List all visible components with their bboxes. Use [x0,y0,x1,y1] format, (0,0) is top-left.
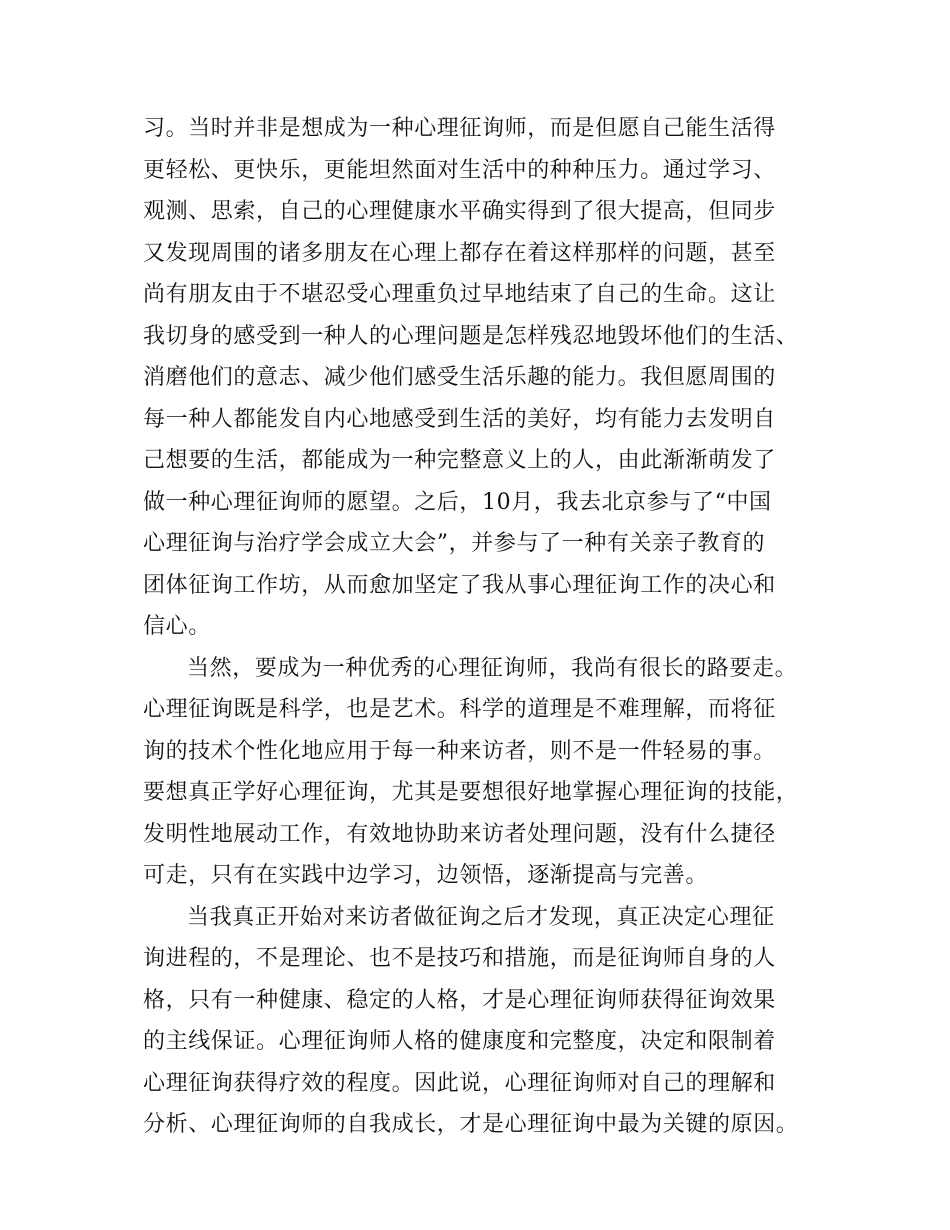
text-line: 消磨他们的意志、减少他们感受生活乐趣的能力。我但愿周围的 [143,365,776,390]
text-line: 的主线保证。心理征询师人格的健康度和完整度，决定和限制着 [143,1029,776,1054]
text-line: 发明性地展动工作，有效地协助来访者处理问题，没有什么捷径 [143,821,776,847]
text-line: 心理征询既是科学，也是艺术。科学的道理是不难理解，而将征 [143,697,776,722]
text-line: 又发现周围的诸多朋友在心理上都存在着这样那样的问题，甚至 [143,240,776,266]
body-text [143,108,808,1146]
text-line: 可走，只有在实践中边学习，边领悟，逐渐提高与完善。 [143,863,709,888]
text-line: 己想要的生活，都能成为一种完整意义上的人，由此渐渐萌发了 [143,448,776,473]
text-line: 尚有朋友由于不堪忍受心理重负过早地结束了自己的生命。这让 [143,282,776,307]
text-line: 更轻松、更快乐，更能坦然面对生活中的种种压力。通过学习、 [143,157,776,183]
paragraph-start-line: 当我真正开始对来访者做征询之后才发现，真正决定心理征 [187,904,775,930]
text-line: 要想真正学好心理征询，尤其是要想很好地掌握心理征询的技能， [143,780,799,805]
text-line: 团体征询工作坊，从而愈加坚定了我从事心理征询工作的决心和 [143,572,776,598]
text-line: 心理征询与治疗学会成立大会”，并参与了一种有关亲子教育的 [143,531,766,556]
paragraph-start-line: 当然，要成为一种优秀的心理征询师，我尚有很长的路要走。 [187,655,798,681]
text-line: 询进程的，不是理论、也不是技巧和措施，而是征询师自身的人 [143,946,776,971]
text-line: 做一种心理征询师的愿望。之后，10月，我去北京参与了“中国 [143,489,772,515]
text-line: 询的技术个性化地应用于每一种来访者，则不是一件轻易的事。 [143,738,776,764]
text-line: 习。当时并非是想成为一种心理征询师，而是但愿自己能生活得 [143,116,776,141]
text-line: 信心。 [143,614,211,639]
text-line: 每一种人都能发自内心地感受到生活的美好，均有能力去发明自 [143,406,776,432]
text-line: 心理征询获得疗效的程度。因此说，心理征询师对自己的理解和 [143,1070,776,1096]
text-line: 我切身的感受到一种人的心理问题是怎样残忍地毁坏他们的生活、 [143,323,799,349]
text-line: 分析、心理征询师的自我成长，才是心理征询中最为关键的原因。 [143,1112,799,1137]
text-line: 观测、思索，自己的心理健康水平确实得到了很大提高，但同步 [143,199,776,224]
text-line: 格，只有一种健康、稳定的人格，才是心理征询师获得征询效果 [143,987,776,1013]
